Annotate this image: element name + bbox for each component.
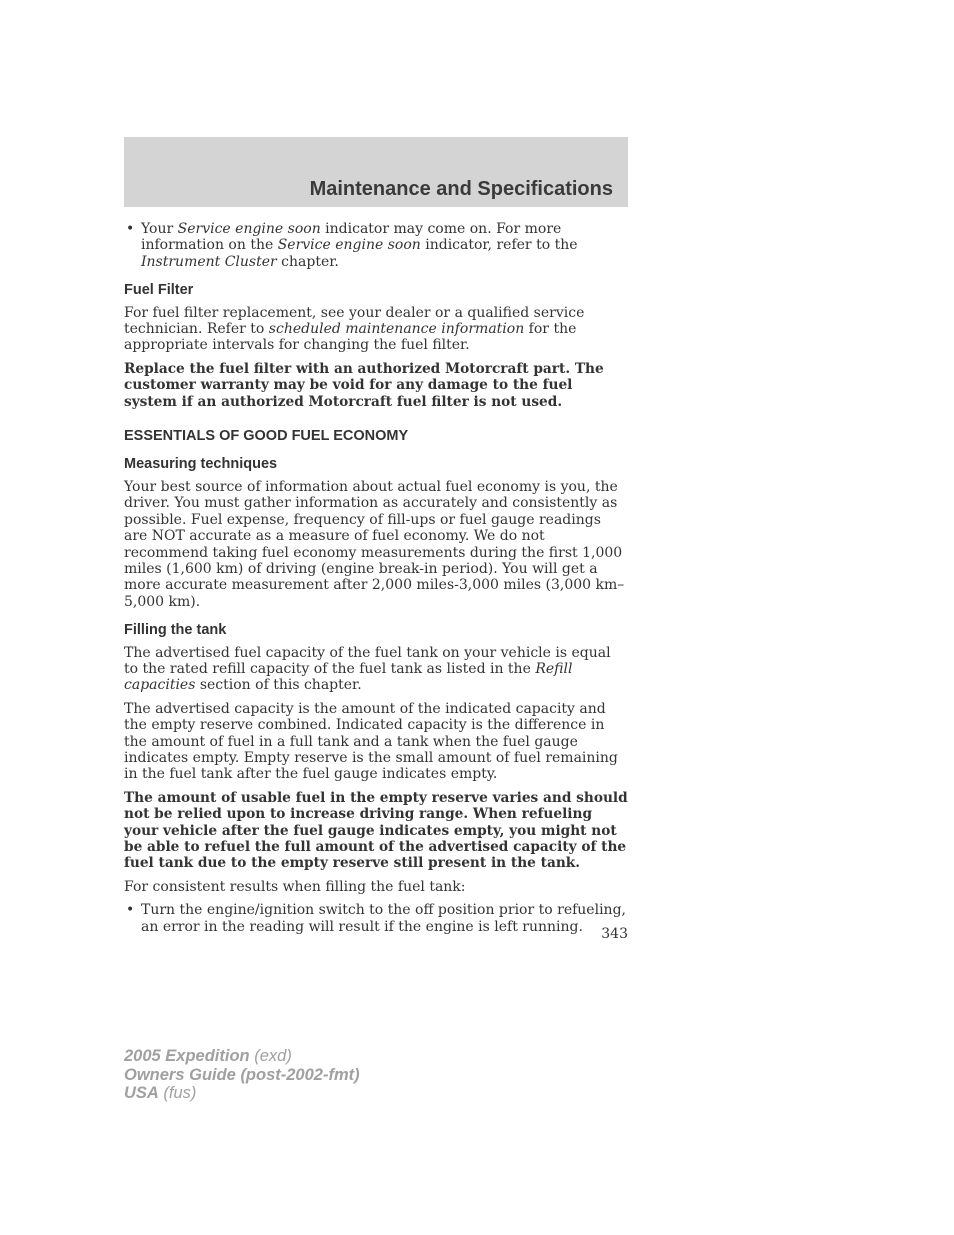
- bullet-text: indicator may come on. For more information on the: [141, 221, 562, 254]
- paragraph-text: For fuel filter replacement, see your dealer or a qualified service technician. Refer to: [124, 304, 585, 338]
- paragraph-filling-2: The advertised capacity is the amount of the indicated capacity and the empty reserve combined. Indicated capacity is the difference in the amount of fuel in a full tank and a tank when the fuel gauge indicates empty. Empty reserve is the small amount of fuel remaining in the fuel tank after the fuel gauge indicates empty.: [124, 700, 618, 783]
- bullet-text: indicator, refer to the: [420, 237, 578, 254]
- paragraph-filling-3: For consistent results when filling the fuel tank:: [124, 878, 466, 895]
- footer-model-code: (exd): [249, 1047, 292, 1065]
- bullet-text: chapter.: [276, 253, 339, 270]
- footer-guide: Owners Guide (post-2002-fmt): [124, 1065, 360, 1084]
- footer-line-2: [124, 1066, 360, 1085]
- bullet-item-service-engine-soon: [124, 221, 628, 270]
- document-footer: [124, 1047, 360, 1103]
- warning-empty-reserve: The amount of usable fuel in the empty reserve varies and should not be relied upon to increase driving range. When refueling your vehicle after the fuel gauge indicates empty, you might not be able to refuel the full amount of the advertised capacity of the fuel tank due to the empty reserve still present in the tank.: [124, 789, 628, 872]
- heading-fuel-filter: Fuel Filter: [124, 282, 194, 299]
- bullet-item-ignition-off: [124, 902, 628, 935]
- section-title: Maintenance and Specifications: [309, 178, 613, 200]
- paragraph-text: section of this chapter.: [195, 677, 362, 694]
- paragraph-text: for the appropriate intervals for changing the fuel filter.: [124, 321, 577, 354]
- heading-essentials: ESSENTIALS OF GOOD FUEL ECONOMY: [124, 428, 409, 445]
- paragraph-text: The advertised fuel capacity of the fuel tank on your vehicle is equal to the rated refill capacity of the fuel tank as listed in the: [124, 644, 611, 677]
- footer-line-1: [124, 1047, 360, 1066]
- italic-term: Service engine soon: [177, 221, 321, 237]
- page-content: [124, 221, 628, 942]
- italic-term: Service engine soon: [277, 237, 421, 254]
- footer-market-code: (fus): [158, 1084, 197, 1102]
- bullet-icon: •: [126, 902, 135, 919]
- paragraph-measuring: Your best source of information about actual fuel economy is you, the driver. You must gather information as accurately and consistently as possible. Fuel expense, frequency of fill-ups or fuel gauge readings are NOT accurate as a measure of fuel economy. We do not recommend taking fuel economy measurements during the first 1,000 miles (1,600 km) of driving (engine break-in period). You will get a more accurate measurement after 2,000 miles-3,000 miles (3,000 km–5,000 km).: [124, 478, 625, 610]
- italic-term: Instrument Cluster: [141, 253, 277, 270]
- footer-model: 2005 Expedition: [124, 1047, 250, 1065]
- warning-fuel-filter: Replace the fuel filter with an authorized Motorcraft part. The customer warranty may be void for any damage to the fuel system if an authorized Motorcraft fuel filter is not used.: [124, 360, 604, 410]
- page-number: 343: [601, 926, 628, 942]
- heading-filling-the-tank: Filling the tank: [124, 622, 227, 639]
- italic-term: scheduled maintenance information: [268, 321, 525, 338]
- italic-term: Refill capacities: [124, 660, 573, 694]
- bullet-text: Your: [141, 221, 178, 237]
- bullet-text: Turn the engine/ignition switch to the off position prior to refueling, an error in the reading will result if the engine is left running.: [141, 902, 626, 935]
- section-header-band: [124, 137, 628, 207]
- heading-measuring-techniques: Measuring techniques: [124, 456, 278, 473]
- paragraph-fuel-filter: [124, 305, 628, 354]
- footer-line-3: [124, 1084, 360, 1103]
- paragraph-filling-1: [124, 645, 628, 694]
- bullet-icon: •: [126, 221, 135, 237]
- footer-market: USA: [124, 1084, 159, 1102]
